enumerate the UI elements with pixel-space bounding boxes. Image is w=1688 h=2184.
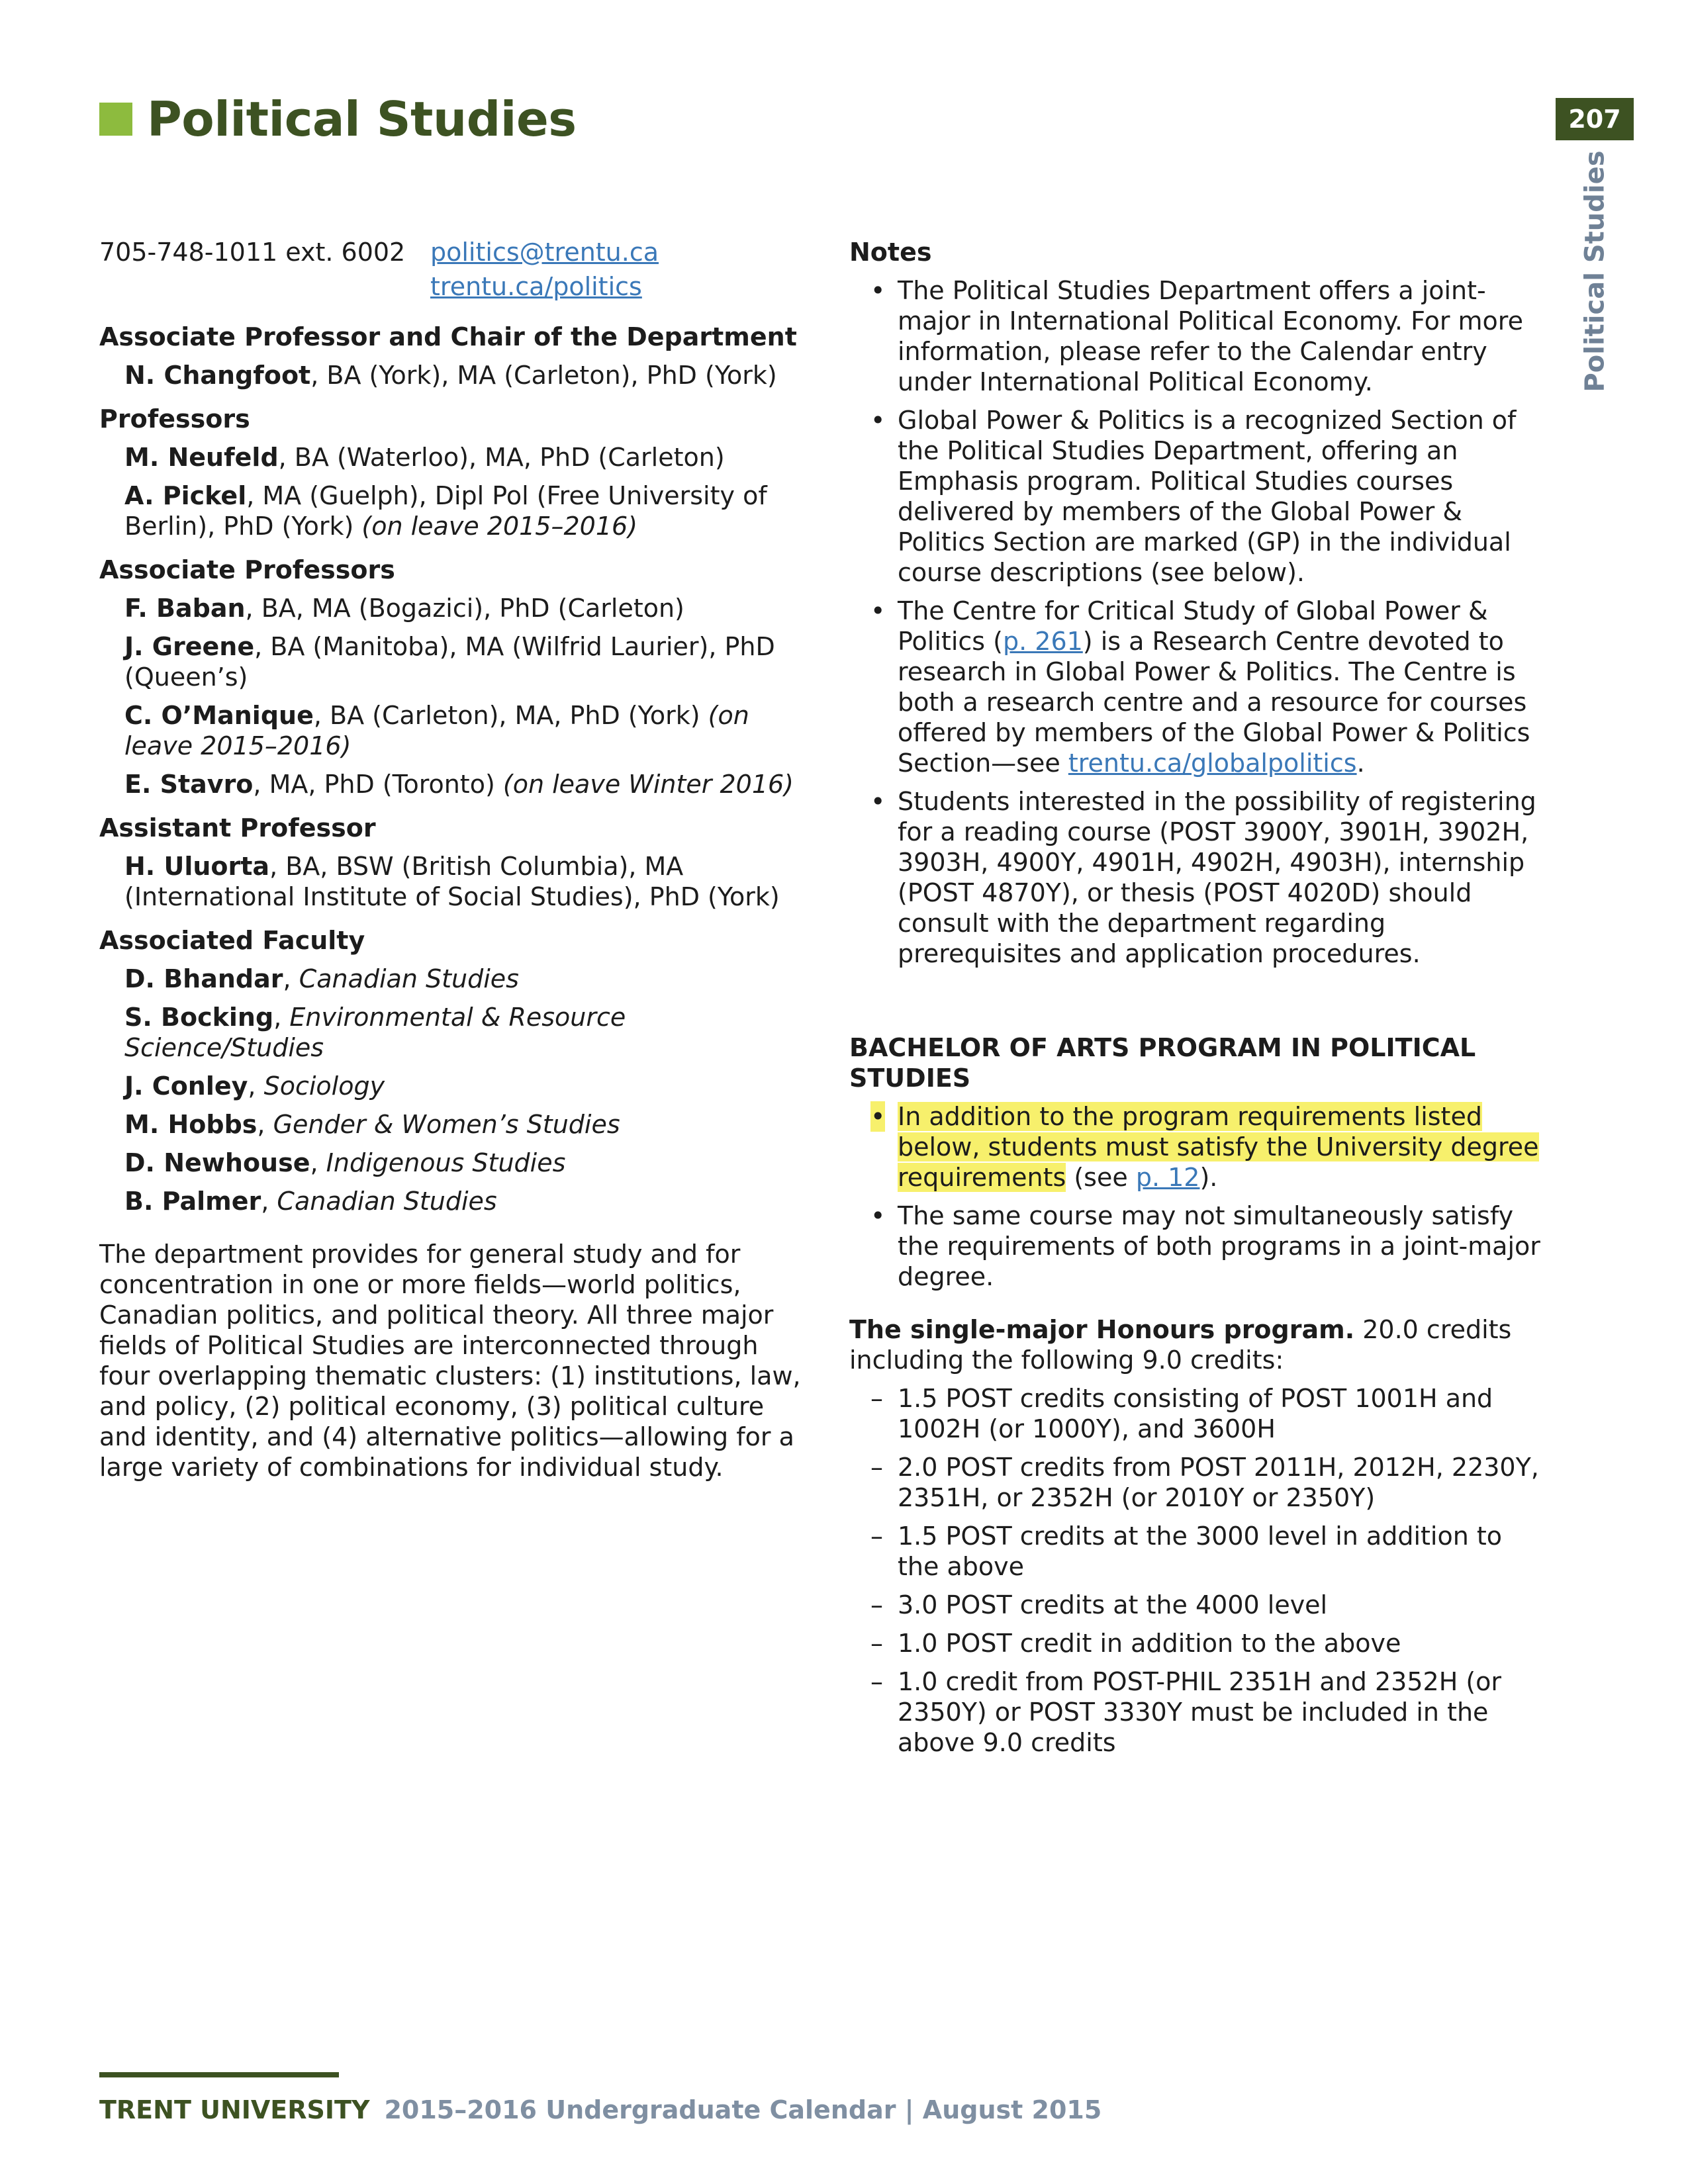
requirement-text: 1.5 POST credits at the 3000 level in addition to the above [898,1522,1503,1581]
right-column [849,237,1551,1758]
list-item [849,1590,1551,1620]
faculty-entry [124,851,801,912]
faculty-name: E. Stavro [124,770,254,799]
page-link[interactable]: p. 261 [1002,627,1083,656]
faculty-credentials: , BA (Carleton), MA, PhD (York) [313,701,708,730]
separator: , [273,1003,290,1032]
faculty-name: H. Uluorta [124,852,270,881]
bullet-icon: • [870,276,886,305]
faculty-name: J. Conley [124,1071,248,1101]
page-title-block [99,91,577,147]
paren: ( [993,627,1003,656]
bullet-icon: • [870,1201,886,1230]
faculty-department: Sociology [263,1071,385,1101]
faculty-entry [124,593,801,623]
dash-icon: – [870,1667,883,1696]
honours-label: The single-major Honours program. [849,1315,1355,1344]
associated-entry [124,1148,801,1178]
email-link[interactable]: politics@trentu.ca [430,238,659,267]
phone-number: 705-748-1011 ext. 6002 [99,238,406,267]
faculty-entry [124,700,801,761]
page-title: Political Studies [147,91,577,147]
faculty-entry [124,631,801,692]
faculty-name: D. Newhouse [124,1148,310,1177]
separator: , [283,964,299,993]
dash-icon: – [870,1384,883,1413]
list-item [849,1452,1551,1513]
associated-entry [124,964,801,994]
dash-icon: – [870,1590,883,1619]
notes-heading: Notes [849,238,932,267]
faculty-department: Environmental & Resource Science/Studies [124,1003,626,1062]
dash-icon: – [870,1629,883,1658]
faculty-name: C. O’Manique [124,701,314,730]
faculty-credentials: , MA (Guelph), Dipl Pol (Free University of Berlin), PhD (York) [124,481,767,541]
note-text: (see [1066,1163,1136,1192]
associated-entry [124,1109,801,1140]
department-description: The department provides for general study and for concentration in one or more fields—world politics, Canadian politics, and political theory. All three major fields of Political Studies are interconnected through four overlapping thematic clusters: (1) institutions, law, and policy, (2) political economy, (3) political culture and identity, and (4) alternative politics—allowing for a large variety of combinations for individual study. [99,1240,801,1482]
faculty-credentials: , BA, BSW (British Columbia), MA (International Institute of Social Studies), PhD (York) [124,852,780,911]
side-section-label-text: Political Studies [1580,150,1611,392]
dash-icon: – [870,1522,883,1551]
associated-entry [124,1071,801,1101]
faculty-name: B. Palmer [124,1187,261,1216]
note-text: The same course may not simultaneously satisfy the requirements of both programs in a joint-major degree. [898,1201,1540,1291]
footer-calendar: 2015–2016 Undergraduate Calendar | August 2015 [384,2095,1102,2124]
footer-university: TRENT UNIVERSITY [99,2095,370,2124]
note-text: Students interested in the possibility of registering for a reading course (POST 3900Y, 3901H, 3902H, 3903H, 4900Y, 4901H, 4902H, 4903H), internship (POST 4870Y), or thesis (POST 4020D) should consult with the department regarding prerequisites and application procedures. [898,787,1536,968]
ba-notes-list [849,1101,1551,1292]
faculty-name: J. Greene [124,632,255,661]
associated-entry [124,1002,801,1063]
faculty-credentials: , BA, MA (Bogazici), PhD (Carleton) [245,594,684,623]
faculty-entry [124,769,801,799]
list-item [849,1201,1551,1292]
bullet-icon: • [870,1102,886,1131]
requirement-text: 2.0 POST credits from POST 2011H, 2012H, 2230Y, 2351H, or 2352H (or 2010Y or 2350Y) [898,1453,1539,1512]
faculty-department: Canadian Studies [277,1187,497,1216]
separator: , [257,1110,273,1139]
faculty-entry [124,360,801,390]
faculty-credentials: , BA (York), MA (Carleton), PhD (York) [310,361,777,390]
notes-list [849,275,1551,969]
bullet-icon: • [870,596,886,625]
assistant-professor-heading: Assistant Professor [99,813,376,842]
bullet-icon: • [870,787,886,816]
faculty-department: Canadian Studies [299,964,519,993]
highlighted-text: In addition to the program requirements listed below, students must satisfy the University degree requirements [898,1102,1539,1192]
globalpolitics-link[interactable]: trentu.ca/globalpolitics [1068,749,1357,778]
faculty-entry [124,442,801,473]
leave-note: (on leave 2015–2016) [124,701,749,760]
separator: , [310,1148,326,1177]
professors-heading: Professors [99,404,250,433]
footer-rule [99,2072,339,2077]
list-item [849,405,1551,588]
faculty-name: A. Pickel [124,481,247,510]
associated-faculty-heading: Associated Faculty [99,926,365,955]
list-item [849,1383,1551,1444]
separator: , [261,1187,277,1216]
list-item [849,1628,1551,1659]
side-section-label [1572,150,1618,392]
requirement-text: 1.5 POST credits consisting of POST 1001H and 1002H (or 1000Y), and 3600H [898,1384,1493,1443]
left-column [99,237,801,1482]
footer [99,2095,1102,2124]
page-link[interactable]: p. 12 [1135,1163,1200,1192]
separator: , [248,1071,264,1101]
faculty-credentials: , BA (Waterloo), MA, PhD (Carleton) [278,443,725,472]
faculty-name: F. Baban [124,594,246,623]
contact-info [99,237,801,306]
chair-heading: Associate Professor and Chair of the Department [99,322,797,351]
honours-text: 20.0 credits including the following 9.0 credits: [849,1315,1512,1375]
faculty-name: N. Changfoot [124,361,311,390]
faculty-name: M. Hobbs [124,1110,258,1139]
note-text: The Political Studies Department offers a joint-major in International Political Economy. For more information, please refer to the Calendar entry under International Political Economy. [898,276,1523,396]
list-item [849,596,1551,778]
faculty-name: S. Bocking [124,1003,274,1032]
contact-links [430,237,659,306]
page-number: 207 [1556,98,1634,140]
website-link[interactable]: trentu.ca/politics [430,272,642,301]
faculty-department: Gender & Women’s Studies [273,1110,620,1139]
faculty-credentials: , BA (Manitoba), MA (Wilfrid Laurier), PhD (Queen’s) [124,632,775,692]
requirement-text: 3.0 POST credits at the 4000 level [898,1590,1328,1619]
faculty-entry [124,480,801,541]
requirement-text: 1.0 credit from POST-PHIL 2351H and 2352H (or 2350Y) or POST 3330Y must be included in the above 9.0 credits [898,1667,1502,1757]
faculty-department: Indigenous Studies [326,1148,566,1177]
associate-professors-heading: Associate Professors [99,555,395,584]
requirement-text: 1.0 POST credit in addition to the above [898,1629,1401,1658]
list-item [849,1101,1551,1193]
list-item [849,275,1551,397]
dash-icon: – [870,1453,883,1482]
ba-program-heading: BACHELOR OF ARTS PROGRAM IN POLITICAL STUDIES [849,1033,1476,1093]
bullet-icon: • [870,406,886,435]
leave-note: (on leave 2015–2016) [361,512,638,541]
honours-program [849,1314,1551,1375]
leave-note: (on leave Winter 2016) [502,770,794,799]
requirements-list [849,1383,1551,1758]
note-text: ). [1199,1163,1218,1192]
note-text: The Centre for Critical Study of Global Power & Politics [898,596,1488,656]
faculty-credentials: , MA, PhD (Toronto) [253,770,503,799]
note-text: Global Power & Politics is a recognized Section of the Political Studies Department, offering an Emphasis program. Political Studies courses delivered by members of the Global Power & Politics Section are marked (GP) in the individual course descriptions (see below). [898,406,1517,587]
faculty-name: M. Neufeld [124,443,279,472]
list-item [849,1521,1551,1582]
associated-entry [124,1186,801,1216]
list-item [849,1666,1551,1758]
title-square-icon [99,103,132,136]
period: . [1356,749,1365,778]
faculty-name: D. Bhandar [124,964,283,993]
note-text: ) is a Research Centre devoted to research in Global Power & Politics. The Centre is both a research centre and a resource for courses offered by members of the Global Power & Politics Section—see [898,627,1530,778]
list-item [849,786,1551,969]
